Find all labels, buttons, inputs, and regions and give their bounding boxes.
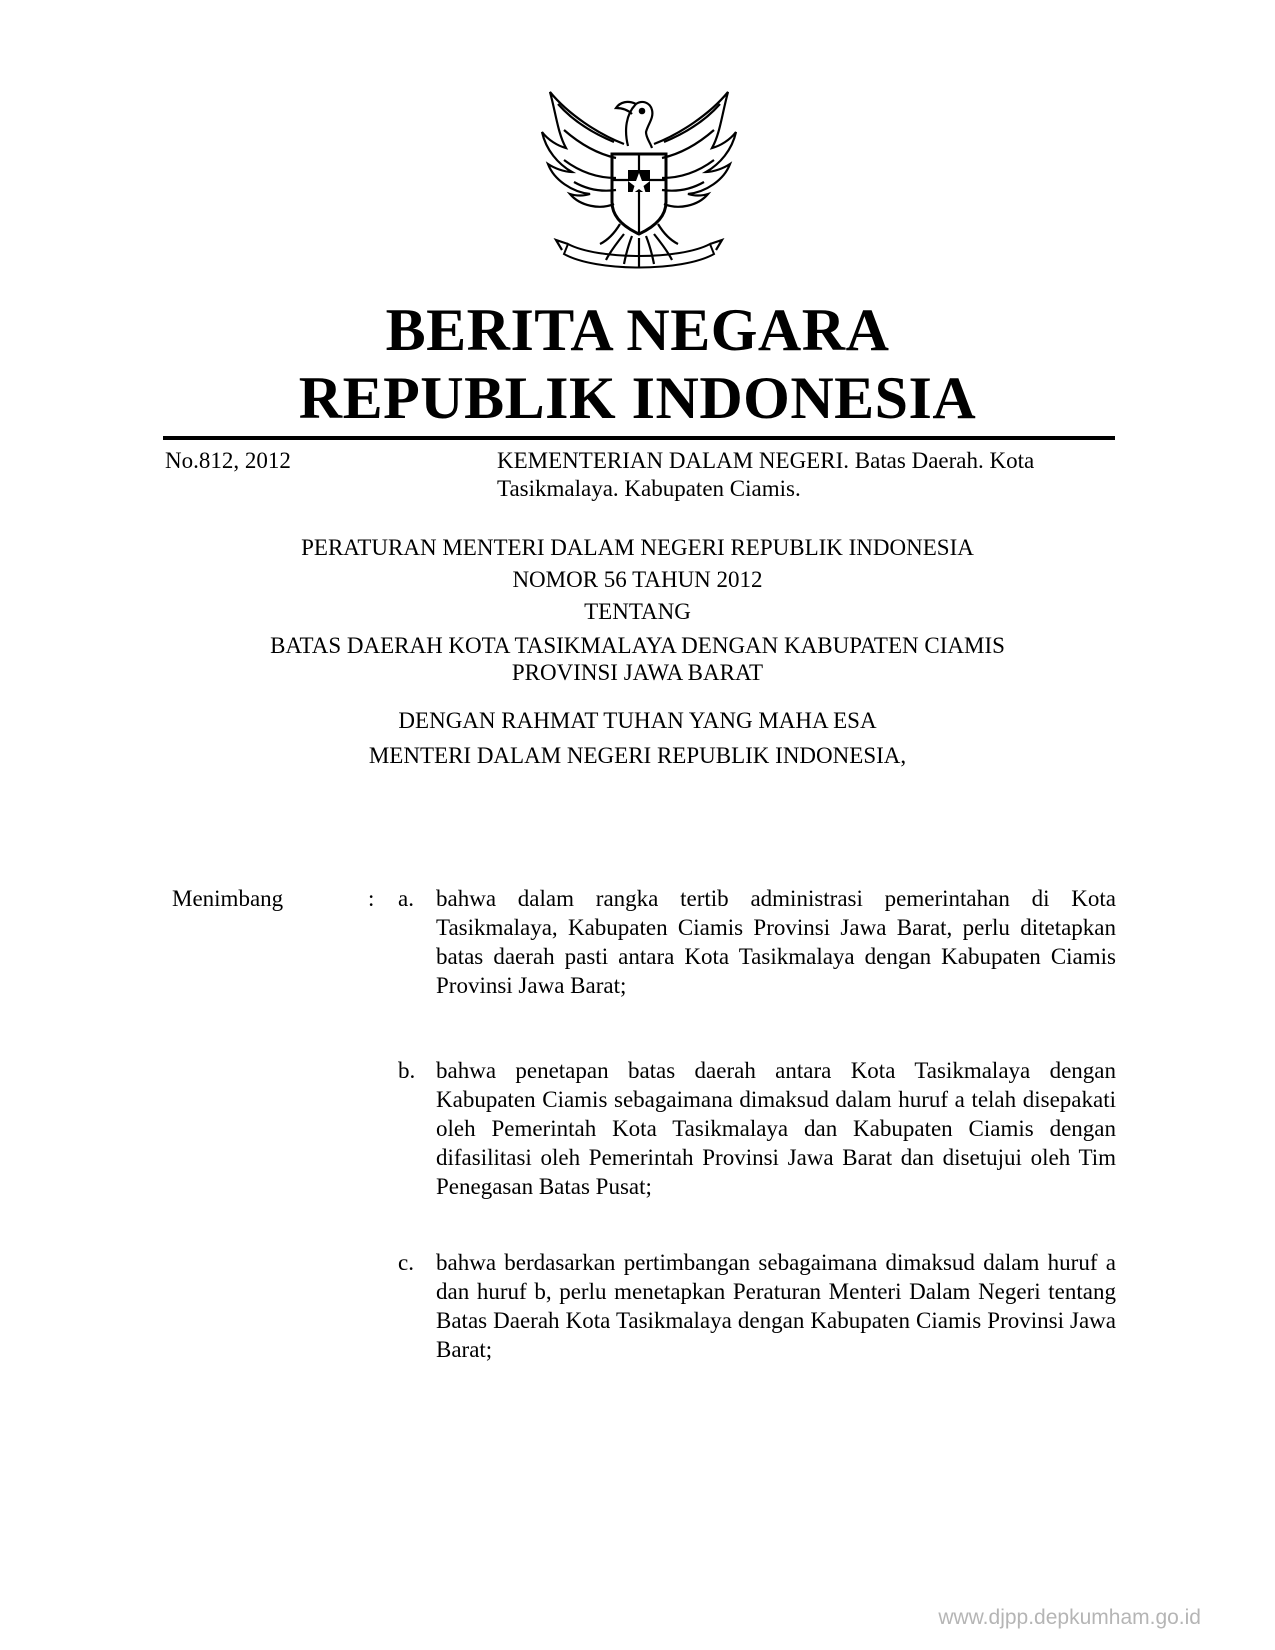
considering-item-letter: a.: [398, 886, 414, 911]
invocation: DENGAN RAHMAT TUHAN YANG MAHA ESA: [398, 708, 877, 733]
considering-item-text: bahwa dalam rangka tertib administrasi pemerintahan di Kota Tasikmalaya, Kabupaten Ciamis Provinsi Jawa Barat, perlu ditetapkan batas daerah pasti antara Kota Tasikmalaya dengan Kabupaten Ciamis Provinsi Jawa Barat;: [436, 886, 1116, 998]
gazette-number: No.812, 2012: [165, 448, 291, 473]
gazette-subject: KEMENTERIAN DALAM NEGERI. Batas Daerah. Kota Tasikmalaya. Kabupaten Ciamis.: [497, 448, 1035, 501]
considering-label: Menimbang: [172, 886, 284, 911]
footer-url: www.djpp.depkumham.go.id: [938, 1606, 1201, 1629]
regulation-number: NOMOR 56 TAHUN 2012: [512, 567, 763, 592]
minister-title: MENTERI DALAM NEGERI REPUBLIK INDONESIA,: [368, 743, 907, 768]
considering-colon: :: [368, 886, 375, 911]
regulation-title: PERATURAN MENTERI DALAM NEGERI REPUBLIK INDONESIA: [301, 535, 974, 560]
masthead: [0, 296, 1275, 432]
masthead-title-line2: REPUBLIK INDONESIA: [298, 365, 977, 431]
regulation-subject-line1: BATAS DAERAH KOTA TASIKMALAYA DENGAN KABUPATEN CIAMIS: [270, 633, 1005, 658]
masthead-title-line1: BERITA NEGARA: [385, 297, 890, 363]
considering-item-letter: b.: [398, 1058, 416, 1083]
considering-item-letter: c.: [398, 1250, 414, 1275]
regulation-about: TENTANG: [584, 599, 691, 624]
header-divider: [163, 436, 1115, 440]
regulation-subject-line2: PROVINSI JAWA BARAT: [511, 660, 764, 685]
garuda-emblem-icon: [528, 84, 750, 282]
considering-item-text: bahwa penetapan batas daerah antara Kota Tasikmalaya dengan Kabupaten Ciamis sebagaimana dimaksud dalam huruf a telah disepakati oleh Pemerintah Kota Tasikmalaya dan Kabupaten Ciamis dengan difasilitasi oleh Pemerintah Provinsi Jawa Barat dan disetujui oleh Tim Penegasan Batas Pusat;: [436, 1058, 1116, 1199]
considering-item-text: bahwa berdasarkan pertimbangan sebagaimana dimaksud dalam huruf a dan huruf b, perlu menetapkan Peraturan Menteri Dalam Negeri tentang Batas Daerah Kota Tasikmalaya dengan Kabupaten Ciamis Provinsi Jawa Barat;: [436, 1250, 1116, 1362]
